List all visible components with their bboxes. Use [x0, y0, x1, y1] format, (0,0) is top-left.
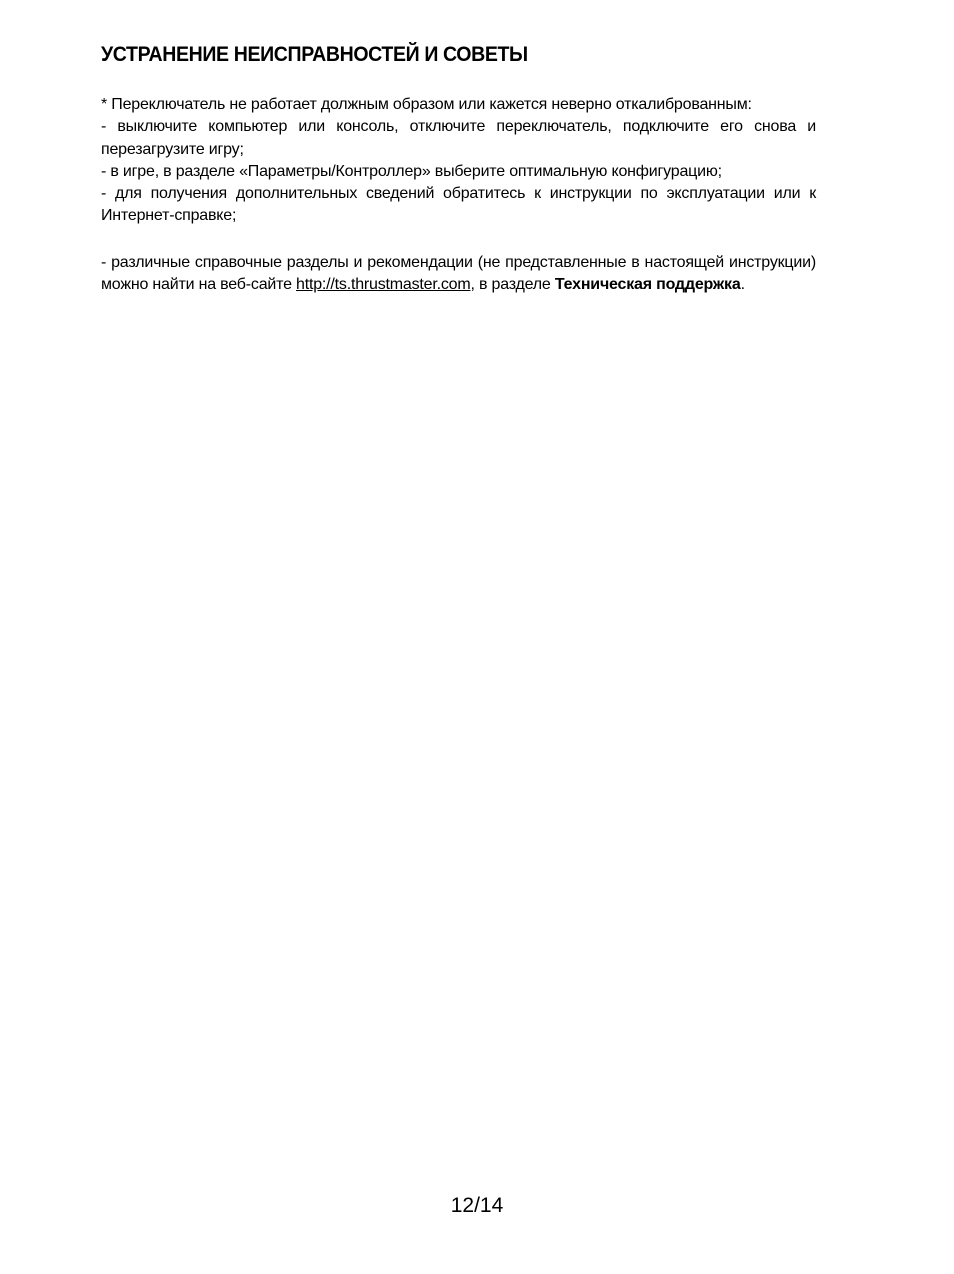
troubleshooting-body	[101, 94, 816, 296]
paragraph-spacer	[101, 228, 816, 252]
support-tip-prefix: - различные справочные разделы и рекомендации (не представленные в настоящей инструкции) можно найти на веб-сайте	[101, 253, 816, 294]
step-configure: - в игре, в разделе «Параметры/Контроллер» выберите оптимальную конфигурацию;	[101, 162, 722, 180]
support-tip	[101, 252, 816, 297]
page-number: 12/14	[450, 1194, 504, 1217]
step-restart: - выключите компьютер или консоль, отключите переключатель, подключите его снова и перезагрузите игру;	[101, 118, 816, 158]
support-tip-middle: , в разделе	[470, 276, 555, 294]
problem-statement: * Переключатель не работает должным образом или кажется неверно откалиброванным:	[101, 96, 752, 113]
support-website-link[interactable]: http://ts.thrustmaster.com	[296, 276, 471, 294]
support-tip-suffix: .	[740, 276, 745, 294]
document-page	[101, 40, 816, 296]
page-title: УСТРАНЕНИЕ НЕИСПРАВНОСТЕЙ И СОВЕТЫ	[101, 43, 528, 66]
support-section-name: Техническая поддержка	[554, 276, 741, 294]
step-manual: - для получения дополнительных сведений обратитесь к инструкции по эксплуатации или к Интернет-справке;	[101, 185, 816, 225]
